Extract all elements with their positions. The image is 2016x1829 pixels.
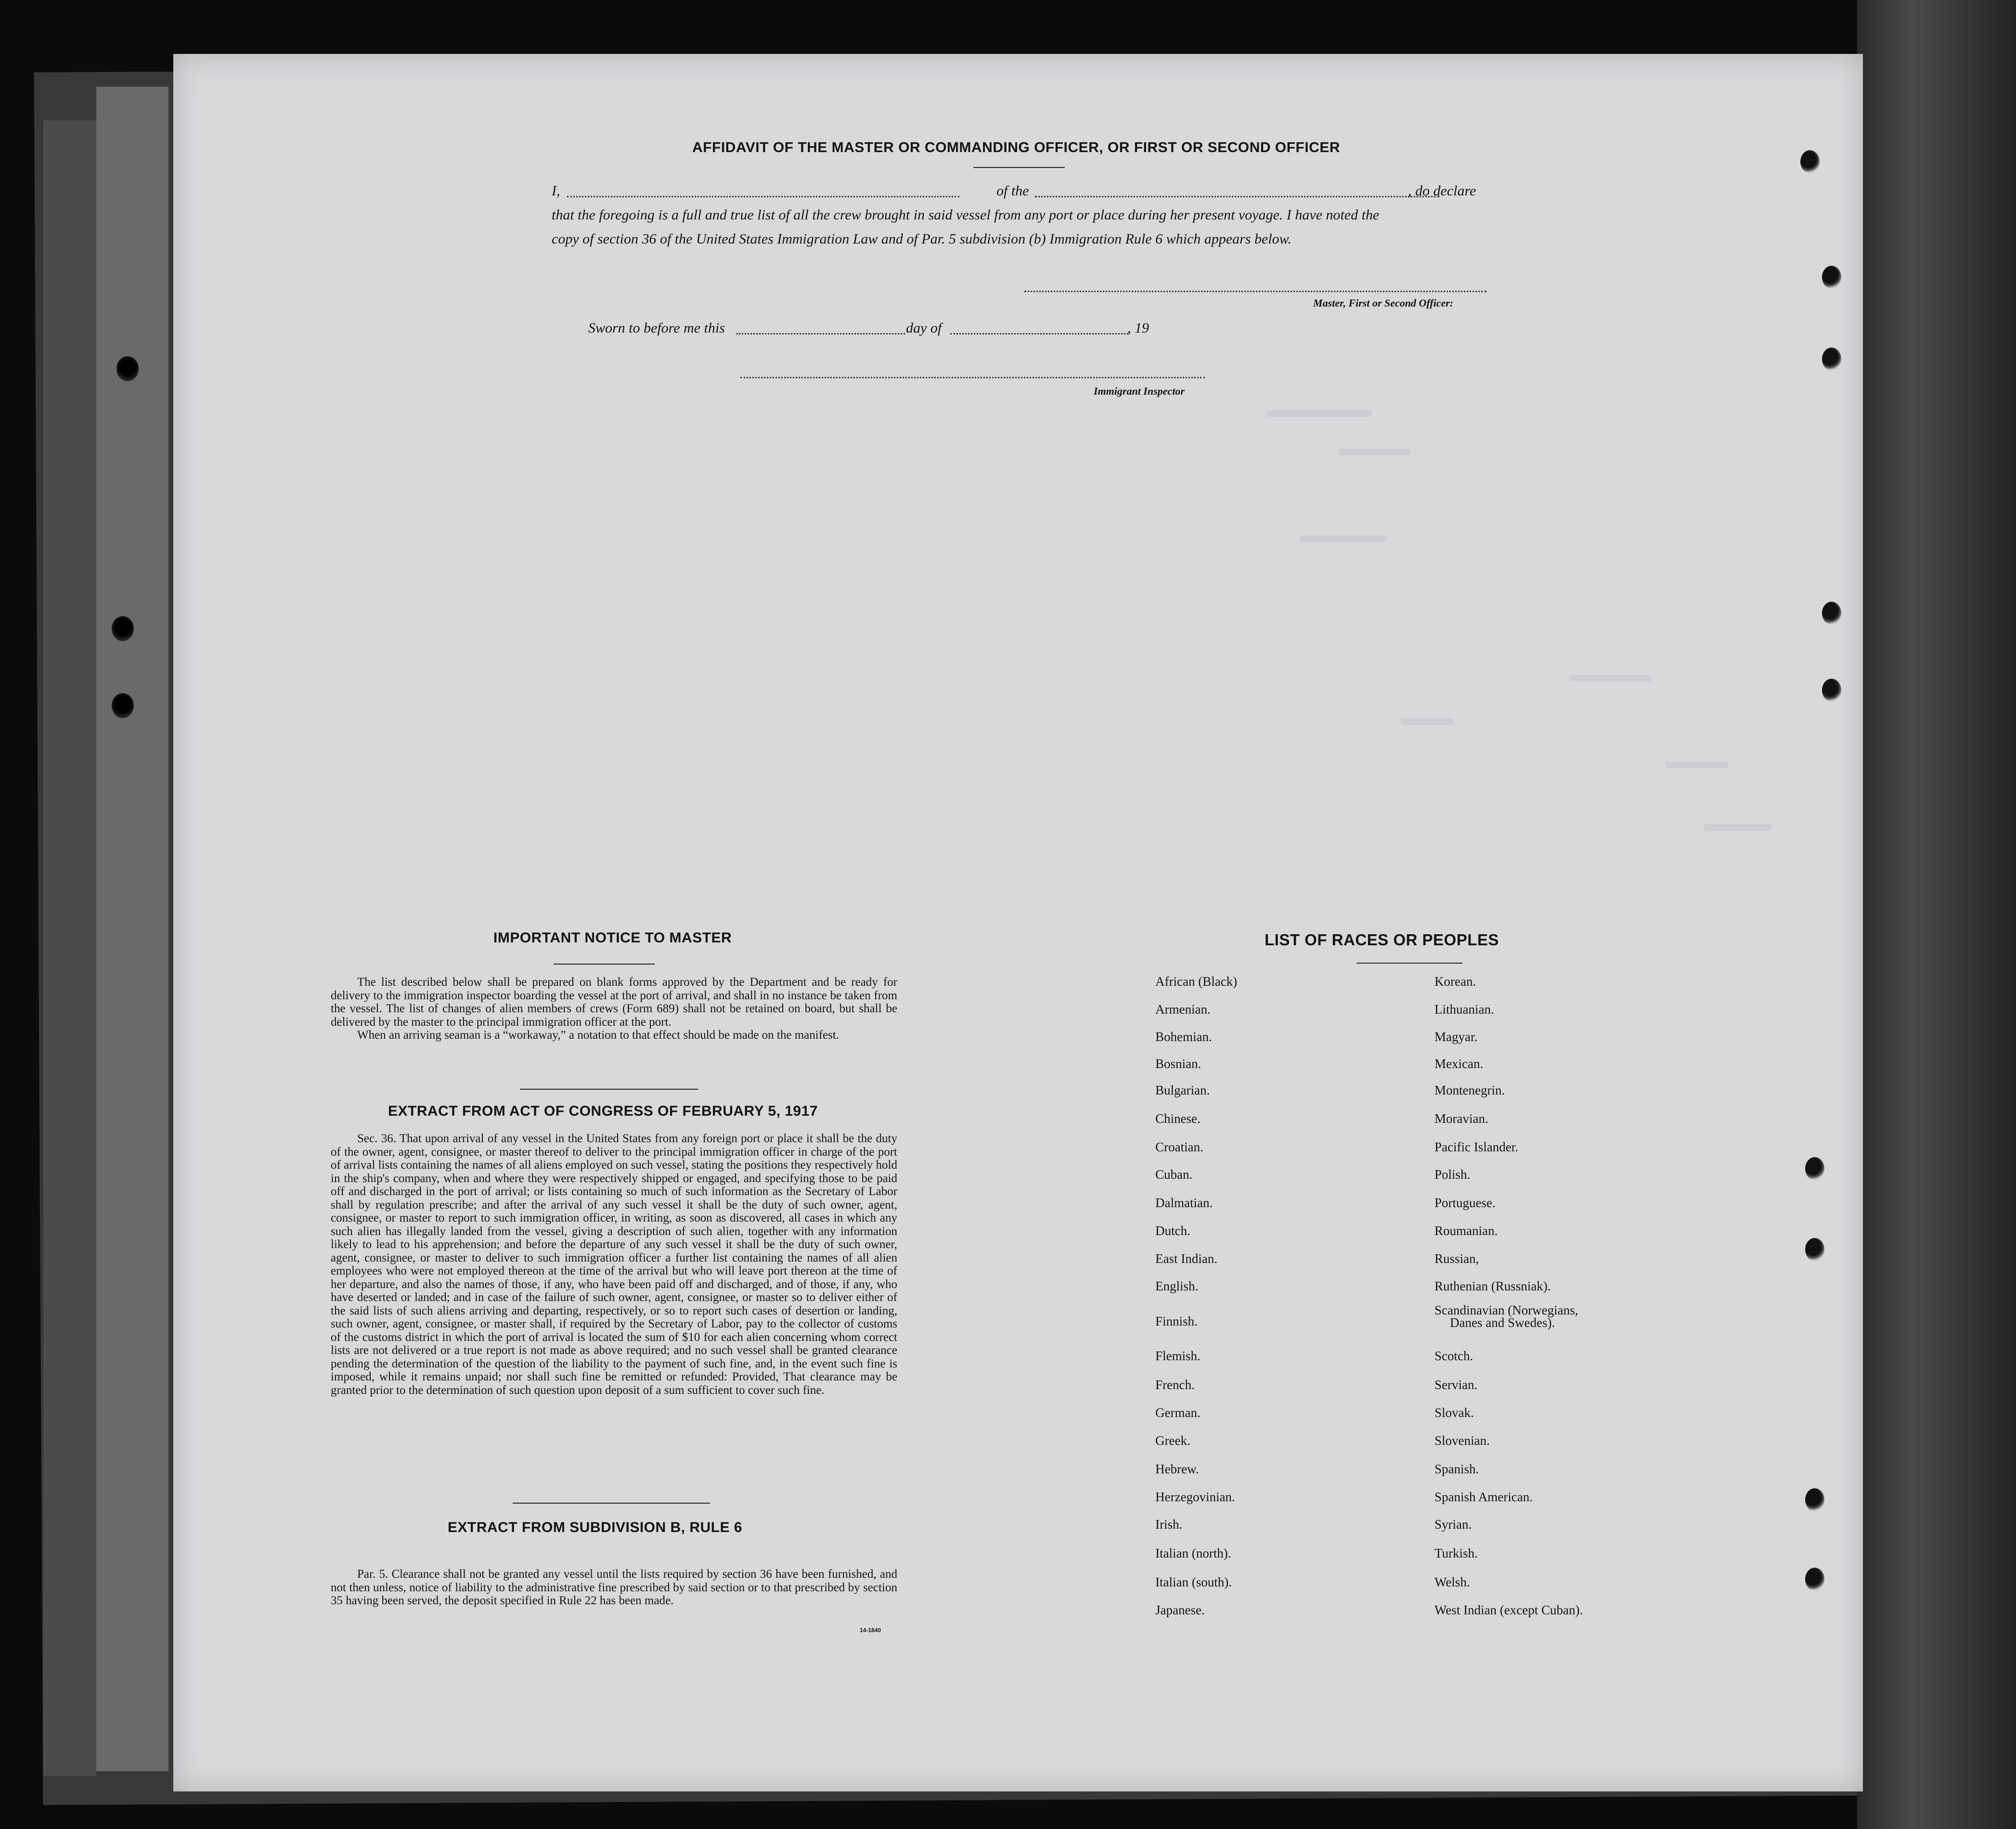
- race-item: Lithuanian.: [1434, 1002, 1494, 1017]
- show-through-text: [1300, 535, 1386, 542]
- race-item: Flemish.: [1155, 1349, 1201, 1363]
- races-title: LIST OF RACES OR PEOPLES: [1265, 931, 1499, 949]
- underlying-page-edge: [43, 120, 96, 1776]
- race-item: Pacific Islander.: [1434, 1140, 1518, 1154]
- day-of-label: day of: [906, 320, 942, 336]
- race-item: Italian (north).: [1155, 1546, 1231, 1560]
- race-item: Scandinavian (Norwegians,: [1434, 1303, 1578, 1317]
- race-item: Montenegrin.: [1434, 1083, 1505, 1097]
- race-item: French.: [1155, 1378, 1195, 1392]
- race-item: Dalmatian.: [1155, 1196, 1213, 1210]
- race-item: Roumanian.: [1434, 1224, 1498, 1238]
- notice-paragraph-2: When an arriving seaman is a “workaway,” a notation to that effect should be made on the manifest.: [357, 1029, 840, 1042]
- race-item: Cuban.: [1155, 1167, 1193, 1182]
- race-item: Armenian.: [1155, 1002, 1211, 1017]
- race-item: Slovak.: [1434, 1405, 1474, 1420]
- race-item: West Indian (except Cuban).: [1434, 1603, 1583, 1617]
- master-signature-label: Master, First or Second Officer:: [1313, 297, 1454, 309]
- race-item: Irish.: [1155, 1517, 1183, 1532]
- binder-hole-icon: [1805, 1157, 1824, 1180]
- race-item: Spanish American.: [1434, 1490, 1533, 1504]
- race-item: Russian,: [1434, 1251, 1479, 1266]
- binder-hole-icon: [1822, 679, 1841, 702]
- race-item: Moravian.: [1434, 1111, 1488, 1126]
- race-item: Finnish.: [1155, 1314, 1198, 1328]
- affidavit-title: AFFIDAVIT OF THE MASTER OR COMMANDING OFFICER, OR FIRST OR SECOND OFFICER: [692, 140, 1340, 155]
- section-divider: [520, 1089, 698, 1090]
- binder-hole-icon: [1822, 266, 1841, 289]
- race-item: Herzegovinian.: [1155, 1490, 1235, 1504]
- section-36-text: Sec. 36. That upon arrival of any vessel in the United States from any foreign port or place it shall be the duty of the owner, agent, consignee, or master thereof to deliver to the principal immigration officer in charge of the port of arrival lists containing the names of all aliens employed on such vessel, stating the positions they respectively hold in the ship's company, when and where they were respectively shipped or engaged, and specifying those to be paid off and discharged in the port of arrival; or lists containing so much of such information as the Secretary of Labor shall by regulation prescribe; and after the arrival of any such vessel it shall be the duty of such owner, agent, consignee, or master to report to such immigration officer, in writing, as soon as discovered, all cases in which any such alien has illegally landed from the vessel, giving a description of such alien, together with any information likely to lead to his apprehension; and before the departure of any such vessel it shall be the duty of such owner, agent, consignee, or master to deliver to such immigration officer a further list containing the names of all alien employees who were not employed thereon at the time of the arrival but who will leave port thereon at the time of her departure, and also the names of those, if any, who have been paid off and discharged, and of those, if any, who have deserted or landed; and in case of the failure of such owner, agent, consignee, or master so to deliver either of the said lists of such aliens arriving and departing, respectively, or so to report such cases of desertion or landing, such owner, agent, consignee, or master shall, if required by the Secretary of Labor, pay to the collector of customs of the customs district in which the port of arrival is located the sum of $10 for each alien concerning whom correct lists are not delivered or a true report is not made as above required; and no such vessel shall be granted clearance pending the determination of the question of the liability to the payment of such fine, and, in the event such fine is imposed, while it remains unpaid; nor shall such fine be remitted or refunded: Provided, That clearance may be granted prior to the determination of such question upon deposit of a sum sufficient to cover such fine.: [331, 1132, 897, 1397]
- race-item: Japanese.: [1155, 1603, 1205, 1617]
- title-underline: [973, 167, 1065, 168]
- extract-act-body: [331, 1132, 897, 1397]
- race-item: Bulgarian.: [1155, 1083, 1210, 1097]
- race-item: Spanish.: [1434, 1462, 1479, 1476]
- binder-hole-icon: [1800, 150, 1820, 173]
- show-through-text: [1704, 824, 1771, 831]
- section-divider: [513, 1503, 710, 1504]
- race-item: Syrian.: [1434, 1517, 1472, 1532]
- binder-hole-icon: [1805, 1238, 1824, 1261]
- race-item: Mexican.: [1434, 1056, 1484, 1071]
- binder-hole-icon: [112, 616, 134, 641]
- races-underline: [1357, 963, 1462, 964]
- race-item: Danes and Swedes).: [1450, 1315, 1555, 1330]
- affidavit-i-label: I,: [552, 183, 560, 199]
- race-item: Hebrew.: [1155, 1462, 1199, 1476]
- race-item: Servian.: [1434, 1378, 1478, 1392]
- master-signature-field[interactable]: [1024, 291, 1486, 292]
- master-name-field[interactable]: [567, 196, 959, 197]
- form-number: 14-1840: [860, 1627, 881, 1634]
- affidavit-line-3: copy of section 36 of the United States Immigration Law and of Par. 5 subdivision (b) Immigration Rule 6 which appears below.: [552, 231, 1292, 247]
- show-through-text: [1569, 675, 1651, 682]
- extract-rule-body: [331, 1568, 897, 1608]
- inspector-label: Immigrant Inspector: [1094, 385, 1185, 397]
- race-item: Italian (south).: [1155, 1575, 1232, 1589]
- notice-title: IMPORTANT NOTICE TO MASTER: [493, 930, 732, 946]
- race-item: Bohemian.: [1155, 1030, 1212, 1044]
- show-through-text: [1666, 761, 1728, 768]
- binder-hole-icon: [1822, 602, 1841, 625]
- affidavit-of-the-label: of the: [996, 183, 1029, 199]
- race-item: Turkish.: [1434, 1546, 1478, 1560]
- show-through-text: [1338, 449, 1410, 455]
- binder-hole-icon: [1822, 348, 1841, 371]
- race-item: Portuguese.: [1434, 1196, 1496, 1210]
- year-label: , 19: [1127, 320, 1149, 336]
- race-item: Croatian.: [1155, 1140, 1203, 1154]
- race-item: East Indian.: [1155, 1251, 1217, 1266]
- notice-paragraph-1: The list described below shall be prepared on blank forms approved by the Department and be ready for delivery to the immigration inspector boarding the vessel at the port of arrival, and shall in no instance be taken from the vessel. The list of changes of alien members of crews (Form 689) shall not be retained on board, but shall be delivered by the master to the principal immigration officer at the port.: [331, 976, 897, 1029]
- binder-hole-icon: [1805, 1488, 1824, 1511]
- race-item: Polish.: [1434, 1167, 1471, 1182]
- race-item: Magyar.: [1434, 1030, 1478, 1044]
- extract-rule-title: EXTRACT FROM SUBDIVISION B, RULE 6: [448, 1520, 743, 1535]
- document-page: [173, 54, 1863, 1791]
- binder-hole-icon: [1805, 1568, 1824, 1591]
- race-item: Welsh.: [1434, 1575, 1470, 1589]
- affidavit-line-2: that the foregoing is a full and true list of all the crew brought in said vessel from any port or place during her present voyage. I have noted the: [552, 207, 1380, 223]
- race-item: German.: [1155, 1405, 1201, 1420]
- race-item: Slovenian.: [1434, 1433, 1490, 1448]
- race-item: Bosnian.: [1155, 1056, 1202, 1071]
- race-item: Korean.: [1434, 974, 1476, 989]
- race-item: English.: [1155, 1279, 1199, 1293]
- binder-hole-icon: [116, 356, 139, 381]
- inspector-signature-field[interactable]: [740, 377, 1205, 378]
- race-item: Dutch.: [1155, 1224, 1190, 1238]
- show-through-text: [1401, 718, 1454, 725]
- race-item: Scotch.: [1434, 1349, 1473, 1363]
- race-item: Ruthenian (Russniak).: [1434, 1279, 1551, 1293]
- vessel-name-field[interactable]: [1035, 196, 1439, 197]
- race-item: African (Black): [1155, 974, 1238, 989]
- race-item: Chinese.: [1155, 1111, 1201, 1126]
- sworn-label: Sworn to before me this: [588, 320, 725, 336]
- notice-body: [331, 976, 897, 1042]
- notice-underline: [554, 964, 655, 965]
- underlying-page-edge: [96, 87, 168, 1771]
- scan-right-edge: [1857, 0, 2016, 1829]
- binder-hole-icon: [112, 693, 134, 718]
- race-item: Greek.: [1155, 1433, 1190, 1448]
- extract-act-title: EXTRACT FROM ACT OF CONGRESS OF FEBRUARY 5, 1917: [388, 1103, 818, 1119]
- sworn-month-field[interactable]: [950, 333, 1128, 335]
- sworn-day-field[interactable]: [737, 333, 905, 335]
- affidavit-declare-label: , do declare: [1408, 183, 1476, 199]
- par-5-text: Par. 5. Clearance shall not be granted any vessel until the lists required by section 36 have been furnished, and not then unless, notice of liability to the administrative fine prescribed by said section or to that prescribed by section 35 having been served, the deposit specified in Rule 22 has been made.: [331, 1568, 897, 1607]
- show-through-text: [1266, 410, 1372, 417]
